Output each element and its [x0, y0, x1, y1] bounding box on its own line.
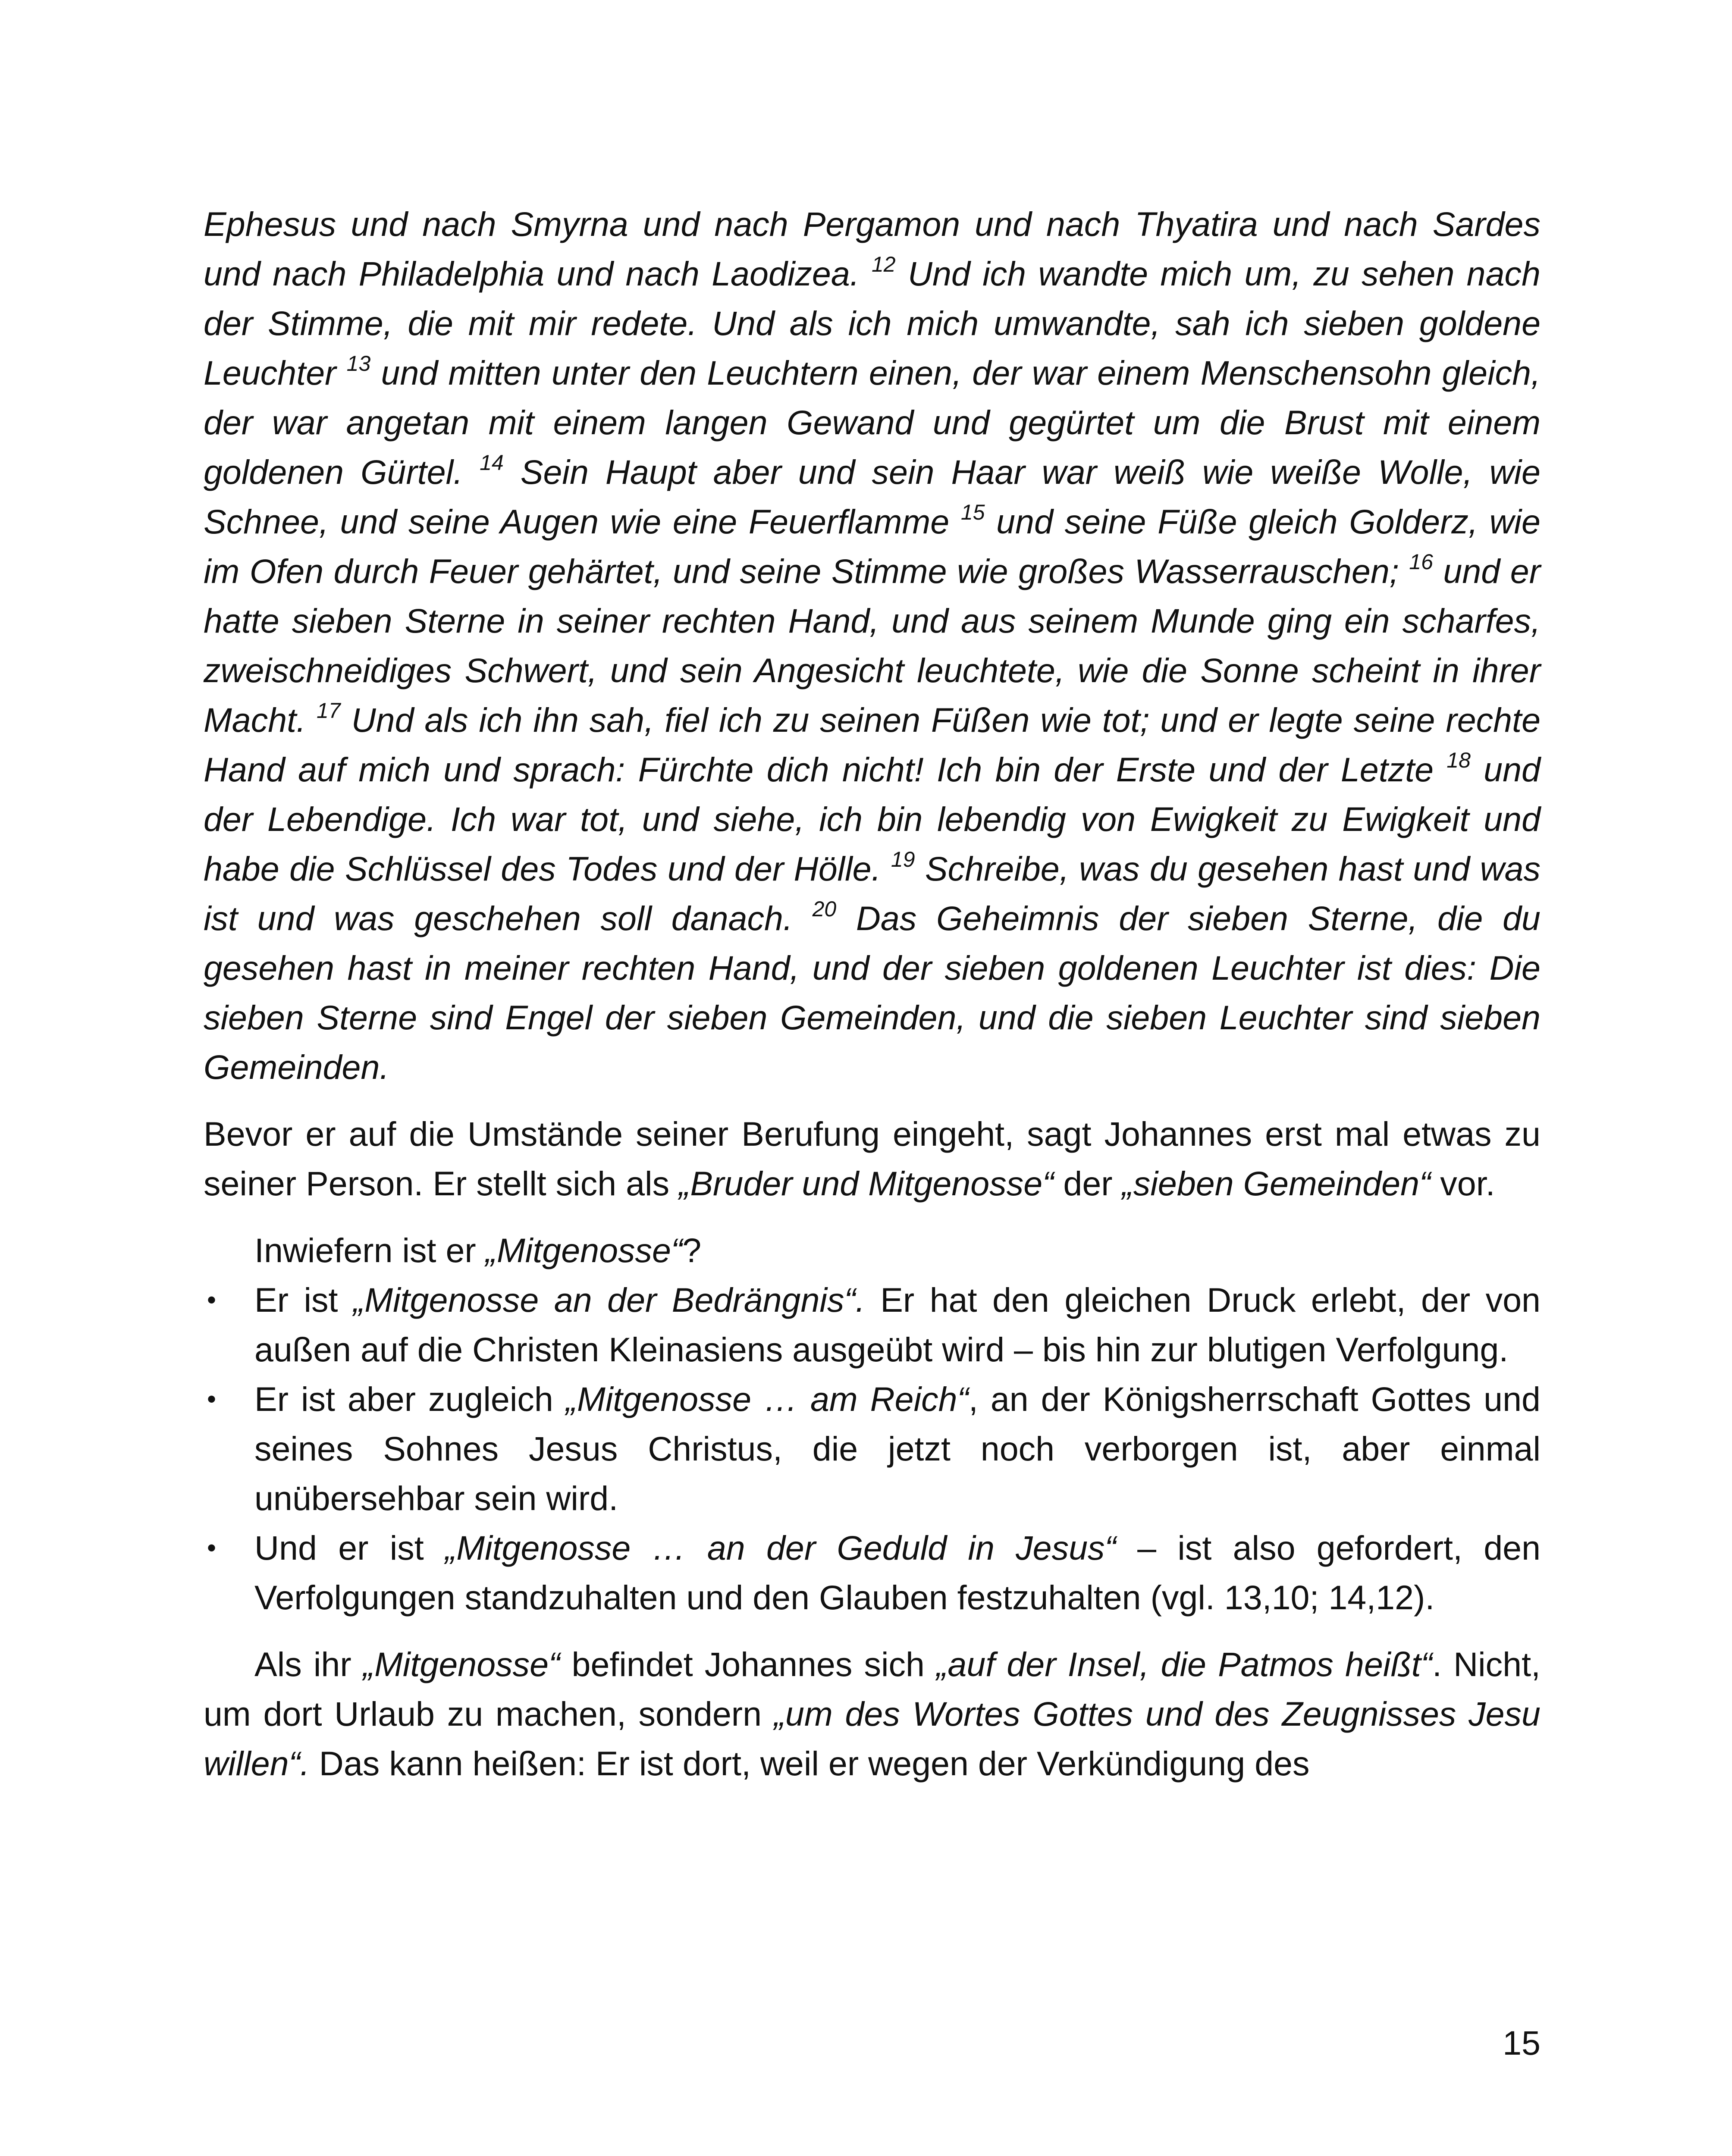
- verse-number: 20: [812, 897, 837, 921]
- verse-number: 13: [346, 351, 371, 376]
- quoted-phrase: „Bruder und Mitgenosse“: [679, 1164, 1054, 1203]
- verse-number: 16: [1409, 550, 1433, 574]
- quoted-phrase: „Mitgenosse … an der Geduld in Jesus“: [445, 1529, 1116, 1567]
- bullet-icon: •: [207, 1285, 216, 1314]
- intro-paragraph: Bevor er auf die Umstände seiner Berufung eingeht, sagt Johannes erst mal etwas zu seiner Person. Er stellt sich als „Bruder und Mitgenosse“ der „sieben Gemeinden“ vor.: [204, 1115, 1541, 1203]
- quoted-phrase: „um des Wortes Gottes und des Zeugnisses Jesu willen“.: [204, 1695, 1541, 1783]
- verse-number: 12: [871, 252, 896, 276]
- bullet-list: [204, 1275, 1541, 1622]
- verse-number: 19: [891, 847, 915, 871]
- quoted-phrase: „Mitgenosse“: [485, 1231, 683, 1269]
- list-item: • Er ist „Mitgenosse an der Bedrängnis“. Er hat den gleichen Druck erlebt, der von außen auf die Christen Kleinasiens ausgeübt wird – bis hin zur blutigen Verfolgung.: [204, 1275, 1541, 1374]
- page-body: [204, 199, 1541, 1788]
- verse-number: 18: [1446, 748, 1471, 772]
- quote-text: Schreibe, was du gesehen hast und was ist und was geschehen soll danach.: [204, 849, 1541, 937]
- quote-text: und er hatte sieben Sterne in seiner rechten Hand, und aus seinem Munde ging ein scharfes, zweischneidiges Schwert, und sein Angesicht leuchtete, wie die Sonne scheint in ihrer Macht.: [204, 552, 1541, 739]
- list-item: • Er ist aber zugleich „Mitgenosse … am Reich“, an der Königsherrschaft Gottes und seines Sohnes Jesus Christus, die jetzt noch verborgen ist, aber einmal unübersehbar sein wird.: [204, 1374, 1541, 1523]
- verse-number: 17: [317, 699, 341, 723]
- quote-text: und der Lebendige. Ich war tot, und siehe, ich bin lebendig von Ewigkeit zu Ewigkeit und habe die Schlüssel des Todes und der Hölle.: [204, 750, 1541, 888]
- quote-text: und mitten unter den Leuchtern einen, der war einem Menschensohn gleich, der war angetan mit einem langen Gewand und gegürtet um die Brust mit einem goldenen Gürtel.: [204, 354, 1541, 491]
- quoted-phrase: „Mitgenosse … am Reich“: [565, 1380, 969, 1418]
- quote-text: Sein Haupt aber und sein Haar war weiß wie weiße Wolle, wie Schnee, und seine Augen wie eine Feuerflamme: [204, 453, 1541, 541]
- quote-text: Und ich wandte mich um, zu sehen nach der Stimme, die mit mir redete. Und als ich mich umwandte, sah ich sieben goldene Leuchter: [204, 254, 1541, 392]
- quote-text: Ephesus und nach Smyrna und nach Pergamon und nach Thyatira und nach Sardes und nach Philadelphia und nach Laodizea.: [204, 205, 1541, 293]
- quoted-phrase: „Mitgenosse an der Bedrängnis“.: [353, 1281, 865, 1319]
- verse-number: 15: [960, 500, 985, 524]
- quoted-phrase: „sieben Gemeinden“: [1122, 1164, 1431, 1203]
- quote-text: Das Geheimnis der sieben Sterne, die du gesehen hast in meiner rechten Hand, und der sieben goldenen Leuchter ist dies: Die sieben Sterne sind Engel der sieben Gemeinden, und die sieben Leuchter sind sieben Gemeinden.: [204, 899, 1541, 1086]
- quote-text: und seine Füße gleich Golderz, wie im Ofen durch Feuer gehärtet, und seine Stimme wie großes Wasserrauschen;: [204, 502, 1541, 590]
- quoted-phrase: „Mitgenosse“: [363, 1645, 560, 1683]
- page-number: 15: [1503, 2024, 1541, 2062]
- quote-text: Und als ich ihn sah, fiel ich zu seinen Füßen wie tot; und er legte seine rechte Hand auf mich und sprach: Fürchte dich nicht! Ich bin der Erste und der Letzte: [204, 701, 1541, 789]
- list-item: • Und er ist „Mitgenosse … an der Geduld in Jesus“ – ist also gefordert, den Verfolgungen standzuhalten und den Glauben festzuhalten (vgl. 13,10; 14,12).: [204, 1523, 1541, 1622]
- quoted-phrase: „auf der Insel, die Patmos heißt“: [936, 1645, 1432, 1683]
- patmos-paragraph: Als ihr „Mitgenosse“ befindet Johannes sich „auf der Insel, die Patmos heißt“. Nicht, um dort Urlaub zu machen, sondern „um des Wortes Gottes und des Zeugnisses Jesu willen“. Das kann heißen: Er ist dort, weil er wegen der Verkündigung des: [204, 1645, 1541, 1783]
- verse-number: 14: [480, 451, 504, 475]
- question-paragraph: Inwiefern ist er „Mitgenosse“?: [254, 1231, 702, 1269]
- bible-quote: [204, 199, 1541, 1092]
- bullet-icon: •: [207, 1533, 216, 1562]
- bullet-icon: •: [207, 1385, 216, 1413]
